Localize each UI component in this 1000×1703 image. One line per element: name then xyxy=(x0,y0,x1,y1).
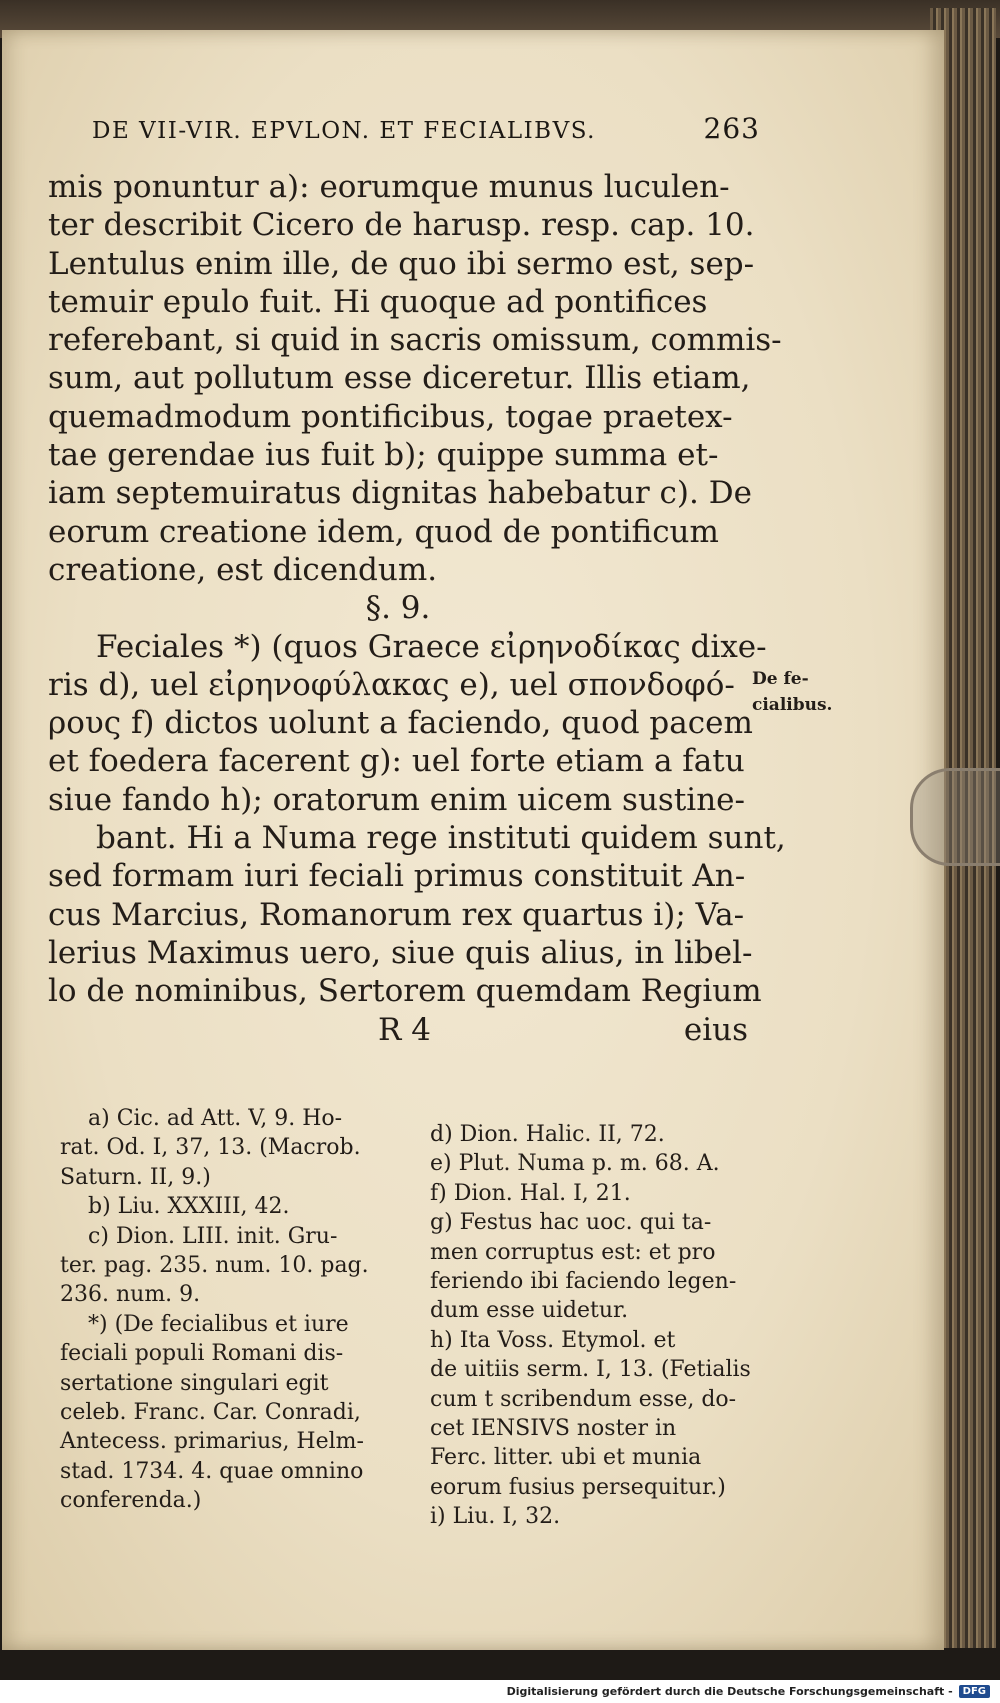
footnote-line: Antecess. primarius, Helm- xyxy=(60,1429,364,1455)
body-line: Feciales *) (quos Graece εἰρηνοδίκας dixe- xyxy=(96,628,767,665)
section-mark: §. 9. xyxy=(365,590,431,627)
footnote-line: sertatione singulari egit xyxy=(60,1370,329,1396)
footnote-line: cet IENSIVS noster in xyxy=(430,1415,677,1441)
footnote-line: b) Liu. XXXIII, 42. xyxy=(88,1194,290,1220)
footnotes-right xyxy=(430,1120,770,1531)
footnote-line: ter. pag. 235. num. 10. pag. xyxy=(60,1252,369,1278)
signature-line xyxy=(48,1011,748,1049)
margin-note-line: De fe- xyxy=(752,669,809,689)
body-line: iam septemuiratus dignitas habebatur c). De xyxy=(48,475,752,512)
body-line: lerius Maximus uero, siue quis alius, in libel- xyxy=(48,934,753,971)
catchword: eius xyxy=(683,1011,748,1048)
footnotes-left xyxy=(60,1104,400,1515)
footnote-line: e) Plut. Numa p. m. 68. A. xyxy=(430,1151,720,1177)
digitization-credit: Digitalisierung gefördert durch die Deutsche Forschungsgemeinschaft - xyxy=(506,1685,953,1698)
body-line: cus Marcius, Romanorum rex quartus i); Va- xyxy=(48,896,745,933)
body-line: ρους f) dictos uolunt a faciendo, quod pacem xyxy=(48,705,753,742)
footnote-line: conferenda.) xyxy=(60,1488,202,1514)
body-line: temuir epulo fuit. Hi quoque ad pontifices xyxy=(48,283,708,320)
footnote-line: 236. num. 9. xyxy=(60,1282,201,1308)
footnote-line: celeb. Franc. Car. Conradi, xyxy=(60,1399,361,1425)
footnote-line: g) Festus hac uoc. qui ta- xyxy=(430,1210,712,1236)
footnote-line: c) Dion. LIII. init. Gru- xyxy=(88,1223,338,1249)
footnote-line: eorum fusius persequitur.) xyxy=(430,1474,726,1500)
digitization-credit-bar xyxy=(0,1680,1000,1703)
footnote-line: a) Cic. ad Att. V, 9. Ho- xyxy=(88,1106,343,1131)
body-line: et foedera facerent g): uel forte etiam a fatu xyxy=(48,743,745,780)
signature-mark: R 4 xyxy=(378,1011,431,1048)
body-line: bant. Hi a Numa rege instituti quidem sunt, xyxy=(96,820,786,857)
body-line: lo de nominibus, Sertorem quemdam Regium xyxy=(48,973,762,1010)
body-line: quemadmodum pontificibus, togae praetex- xyxy=(48,398,733,435)
footnote-line: feciali populi Romani dis- xyxy=(60,1341,344,1367)
page-clip xyxy=(910,768,1000,866)
body-line: ter describit Cicero de harusp. resp. cap. 10. xyxy=(48,207,755,244)
margin-note xyxy=(752,666,852,718)
footnote-line: f) Dion. Hal. I, 21. xyxy=(430,1180,631,1206)
footnote-line: rat. Od. I, 37, 13. (Macrob. xyxy=(60,1135,361,1161)
body-line: eorum creatione idem, quod de pontificum xyxy=(48,513,719,550)
footnote-line: Saturn. II, 9.) xyxy=(60,1164,211,1190)
footnote-line: men corruptus est: et pro xyxy=(430,1239,716,1265)
body-line: ris d), uel εἰρηνοφύλακας e), uel σπονδοφό- xyxy=(48,666,735,703)
body-line: sed formam iuri feciali primus constituit An- xyxy=(48,858,746,895)
body-line: Lentulus enim ille, de quo ibi sermo est, sep- xyxy=(48,245,755,282)
body-line: siue fando h); oratorum enim uicem sustine- xyxy=(48,781,746,818)
body-line: creatione, est dicendum. xyxy=(48,551,438,588)
footnote-line: h) Ita Voss. Etymol. et xyxy=(430,1327,676,1353)
page-number: 263 xyxy=(703,112,760,145)
dfg-logo: DFG xyxy=(959,1685,990,1698)
footnote-line: de uitiis serm. I, 13. (Fetialis xyxy=(430,1357,751,1383)
footnote-line: *) (De fecialibus et iure xyxy=(88,1311,349,1337)
body-line: tae gerendae ius fuit b); quippe summa et- xyxy=(48,437,719,474)
footnote-line: d) Dion. Halic. II, 72. xyxy=(430,1122,665,1147)
margin-note-line: cialibus. xyxy=(752,695,833,715)
footnote-line: feriendo ibi faciendo legen- xyxy=(430,1268,737,1294)
running-head-title: DE VII-VIR. EPVLON. ET FECIALIBVS. xyxy=(92,118,596,144)
footnote-line: dum esse uidetur. xyxy=(430,1298,629,1324)
running-head xyxy=(92,112,760,145)
body-line: mis ponuntur a): eorumque munus luculen- xyxy=(48,169,730,205)
footnote-line: stad. 1734. 4. quae omnino xyxy=(60,1458,364,1484)
body-line: sum, aut pollutum esse diceretur. Illis etiam, xyxy=(48,360,751,397)
footnote-line: i) Liu. I, 32. xyxy=(430,1504,561,1530)
footnote-line: Ferc. litter. ubi et munia xyxy=(430,1445,702,1471)
footnote-line: cum t scribendum esse, do- xyxy=(430,1386,737,1412)
body-line: referebant, si quid in sacris omissum, commis- xyxy=(48,322,782,359)
